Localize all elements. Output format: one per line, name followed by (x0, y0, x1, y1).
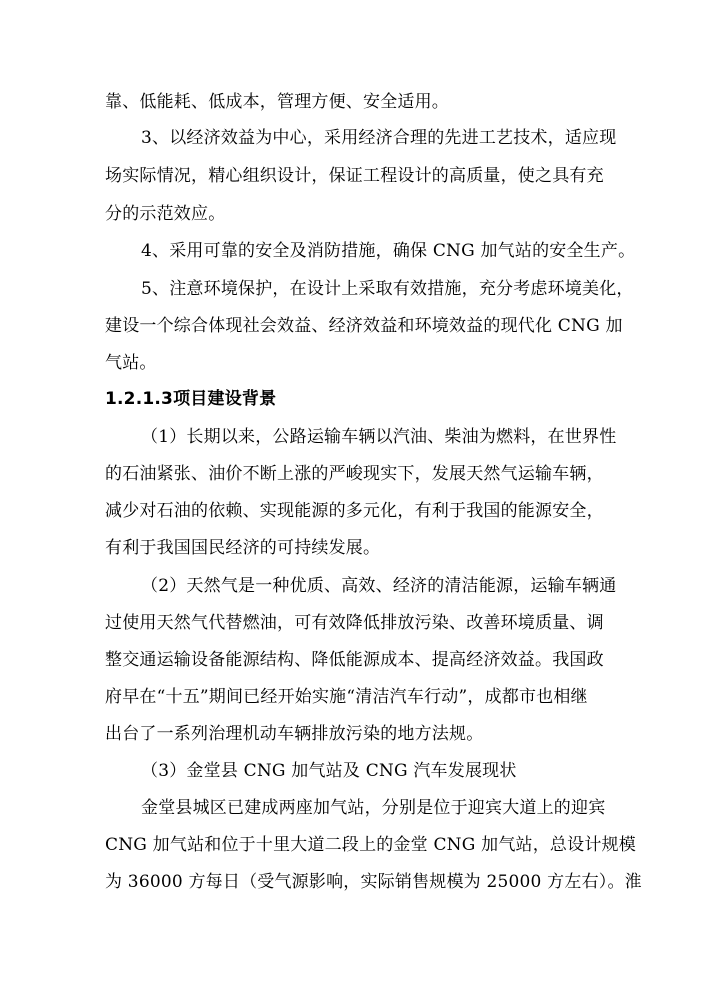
text-line: 为 36000 方每日（受气源影响，实际销售规模为 25000 方左右）。淮 (105, 872, 642, 892)
text-line: （2）天然气是一种优质、高效、经济的清洁能源，运输车辆通 (141, 576, 617, 596)
text-line: 建设一个综合体现社会效益、经济效益和环境效益的现代化 CNG 加 (105, 316, 623, 336)
text-line: 5、注意环境保护，在设计上采取有效措施，充分考虑环境美化， (141, 279, 634, 299)
text-line: 金堂县城区已建成两座加气站，分别是位于迎宾大道上的迎宾 (141, 798, 606, 818)
text-line: 减少对石油的依赖、实现能源的多元化，有利于我国的能源安全， (105, 501, 604, 521)
text-line: （1）长期以来，公路运输车辆以汽油、柴油为燃料，在世界性 (141, 427, 617, 447)
section-heading: 1.2.1.3项目建设背景 (105, 389, 277, 409)
text-line: 3、以经济效益为中心，采用经济合理的先进工艺技术，适应现 (141, 128, 617, 148)
text-line: 场实际情况，精心组织设计，保证工程设计的高质量，使之具有充 (105, 166, 604, 186)
text-line: 分的示范效应。 (105, 204, 226, 224)
text-line: 过使用天然气代替燃油，可有效降低排放污染、改善环境质量、调 (105, 613, 604, 633)
text-line: 有利于我国国民经济的可持续发展。 (105, 538, 381, 558)
text-line: 气站。 (105, 353, 157, 373)
text-line: （3）金堂县 CNG 加气站及 CNG 汽车发展现状 (141, 761, 517, 781)
text-line: 靠、低能耗、低成本，管理方便、安全适用。 (105, 92, 449, 112)
text-line: CNG 加气站和位于十里大道二段上的金堂 CNG 加气站，总设计规模 (105, 835, 636, 855)
text-line: 府早在“十五”期间已经开始实施“清洁汽车行动”，成都市也相继 (105, 687, 588, 707)
text-line: 出台了一系列治理机动车辆排放污染的地方法规。 (105, 724, 484, 744)
text-line: 的石油紧张、油价不断上涨的严峻现实下，发展天然气运输车辆， (105, 464, 604, 484)
text-line: 4、采用可靠的安全及消防措施，确保 CNG 加气站的安全生产。 (141, 241, 636, 261)
text-line: 整交通运输设备能源结构、降低能源成本、提高经济效益。我国政 (105, 650, 604, 670)
